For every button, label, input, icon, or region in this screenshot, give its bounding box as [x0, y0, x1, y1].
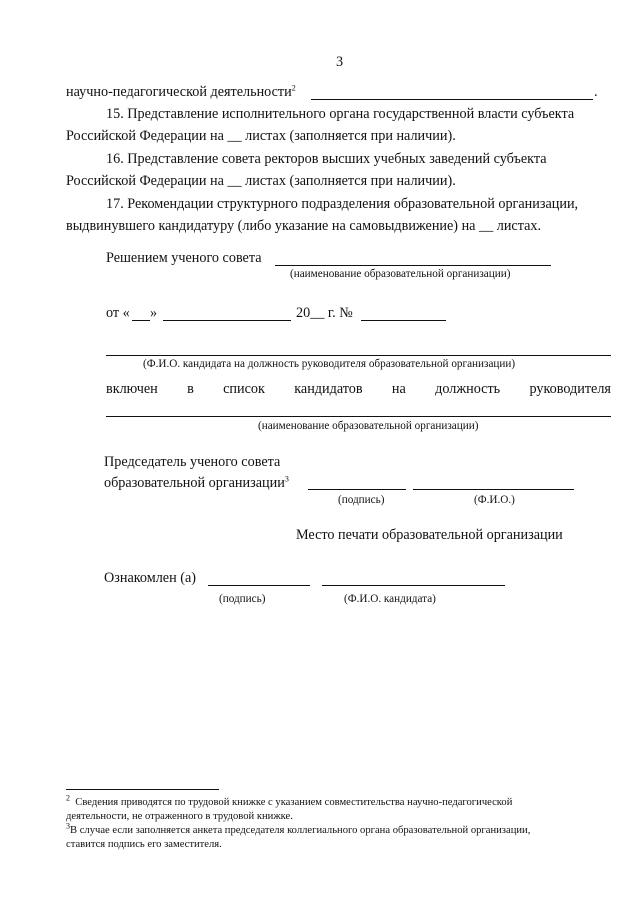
ack-fio-caption: (Ф.И.О. кандидата): [344, 593, 436, 605]
item-16-line-1: 16. Представление совета ректоров высших учебных заведений субъекта: [106, 151, 547, 167]
footnote-ref-2: 2: [291, 83, 296, 93]
stamp-place-label: Место печати образовательной организации: [296, 527, 563, 543]
date-close-quote: »: [150, 305, 158, 321]
item-15-line-2: Российской Федерации на __ листах (заполняется при наличии).: [66, 128, 456, 144]
candidate-fio-field[interactable]: [106, 355, 611, 356]
footnote-ref-3: 3: [284, 474, 289, 484]
chair-signature-caption: (подпись): [338, 494, 385, 506]
footnote-2-number: 2: [66, 793, 70, 803]
word-list: список: [223, 381, 265, 397]
date-month-field[interactable]: [163, 320, 291, 321]
top-line-text: [66, 84, 296, 101]
decision-caption: (наименование образовательной организации): [290, 268, 511, 280]
chair-fio-caption: (Ф.И.О.): [474, 494, 515, 506]
footnote-3-line-2: ставится подпись его заместителя.: [66, 839, 222, 850]
footnote-3-line-1: [66, 821, 531, 836]
word-included: включен: [106, 381, 158, 397]
chair-line-2-label: образовательной организации: [104, 475, 285, 491]
item-17-line-2: выдвинувшего кандидатуру (либо указание на самовыдвижение) на __ листах.: [66, 218, 542, 234]
chair-line-1: Председатель ученого совета: [104, 454, 281, 470]
page-number: 3: [336, 54, 344, 70]
item-17-line-1: 17. Рекомендации структурного подразделения образовательной организации,: [106, 196, 579, 212]
ack-signature-caption: (подпись): [219, 593, 266, 605]
top-line-label: научно-педагогической деятельности: [66, 84, 292, 100]
decision-label: Решением ученого совета: [106, 250, 262, 266]
word-in: в: [187, 381, 194, 397]
footnote-3-text: В случае если заполняется анкета председателя коллегиального органа образовательной организации,: [70, 825, 531, 836]
included-in-list-line: [106, 381, 611, 398]
candidate-org-caption: (наименование образовательной организации): [258, 420, 479, 432]
date-ot-label: от «: [106, 305, 130, 321]
word-head: руководителя: [529, 381, 611, 397]
candidate-org-field[interactable]: [106, 416, 611, 417]
footnote-2-line-2: деятельности, не отраженного в трудовой книжке.: [66, 811, 293, 822]
footnote-2-text: Сведения приводятся по трудовой книжке с указанием совместительства научно-педагогической: [75, 797, 513, 808]
date-year-number-label: 20__ г. №: [296, 305, 353, 321]
word-candidates: кандидатов: [294, 381, 363, 397]
protocol-number-field[interactable]: [361, 320, 446, 321]
item-16-line-2: Российской Федерации на __ листах (заполняется при наличии).: [66, 173, 456, 189]
candidate-fio-caption: (Ф.И.О. кандидата на должность руководителя образовательной организации): [143, 358, 516, 370]
word-for: на: [391, 381, 406, 397]
footnote-separator: [66, 789, 219, 790]
ack-fio-field[interactable]: [322, 585, 505, 586]
footnote-3-number: 3: [66, 821, 70, 831]
top-fill-line: [311, 99, 593, 100]
item-15-line-1: 15. Представление исполнительного органа государственной власти субъекта: [106, 106, 575, 122]
top-line-period: .: [594, 84, 598, 100]
word-position: должность: [435, 381, 501, 397]
date-day-field[interactable]: [132, 320, 150, 321]
ack-label: Ознакомлен (а): [104, 570, 196, 586]
chair-signature-field[interactable]: [308, 489, 406, 490]
decision-org-line: [275, 265, 551, 266]
chair-fio-field[interactable]: [413, 489, 574, 490]
ack-signature-field[interactable]: [208, 585, 310, 586]
footnote-2-line-1: [66, 793, 513, 808]
chair-line-2: [104, 475, 289, 492]
